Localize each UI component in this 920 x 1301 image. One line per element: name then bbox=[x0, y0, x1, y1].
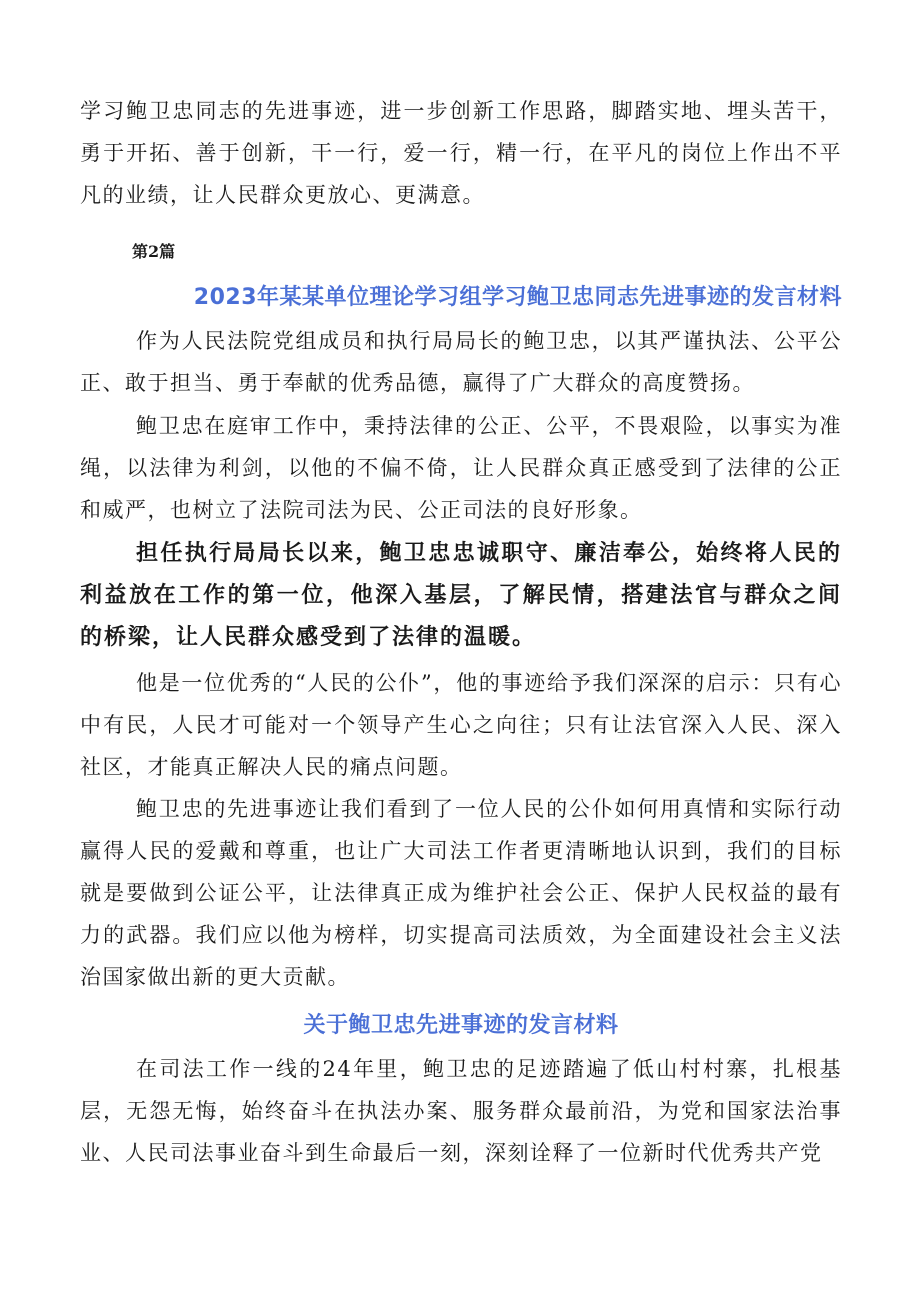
paragraph-5: 鲍卫忠的先进事迹让我们看到了一位人民的公仆如何用真情和实际行动赢得人民的爱戴和尊重，也让广大司法工作者更清晰地认识到，我们的目标就是要做到公证公平，让法律真正成为维护社会公正、保护人民权益的最有力的武器。我们应以他为榜样，切实提高司法质效，为全面建设社会主义法治国家做出新的更大贡献。 bbox=[80, 797, 842, 989]
article-heading: 2023年某某单位理论学习组学习鲍卫忠同志先进事迹的发言材料 bbox=[193, 285, 842, 310]
paragraph-1: 作为人民法院党组成员和执行局局长的鲍卫忠，以其严谨执法、公平公正、敢于担当、勇于奉献的优秀品德，赢得了广大群众的高度赞扬。 bbox=[80, 329, 842, 395]
paragraph-2: 鲍卫忠在庭审工作中，秉持法律的公正、公平，不畏艰险，以事实为准绳，以法律为利剑，以他的不偏不倚，让人民群众真正感受到了法律的公正和威严，也树立了法院司法为民、公正司法的良好形象。 bbox=[80, 414, 842, 522]
section-heading: 关于鲍卫忠先进事迹的发言材料 bbox=[303, 1013, 619, 1038]
paragraph-6: 在司法工作一线的24年里，鲍卫忠的足迹踏遍了低山村村寨，扎根基层，无怨无悔，始终奋斗在执法办案、服务群众最前沿，为党和国家法治事业、人民司法事业奋斗到生命最后一刻，深刻诠释了一位新时代优秀共产党 bbox=[80, 1057, 842, 1165]
paragraph-4: 他是一位优秀的“人民的公仆”，他的事迹给予我们深深的启示：只有心中有民，人民才可能对一个领导产生心之向往；只有让法官深入人民、深入社区，才能真正解决人民的痛点问题。 bbox=[80, 671, 842, 779]
paragraph-3: 担任执行局局长以来，鲍卫忠忠诚职守、廉洁奉公，始终将人民的利益放在工作的第一位，他深入基层，了解民情，搭建法官与群众之间的桥梁，让人民群众感受到了法律的温暖。 bbox=[80, 540, 842, 650]
paragraph-intro: 学习鲍卫忠同志的先进事迹，进一步创新工作思路，脚踏实地、埋头苦干，勇于开拓、善于创新，干一行，爱一行，精一行，在平凡的岗位上作出不平凡的业绩，让人民群众更放心、更满意。 bbox=[80, 99, 842, 207]
section-label: 第2篇 bbox=[132, 242, 176, 261]
